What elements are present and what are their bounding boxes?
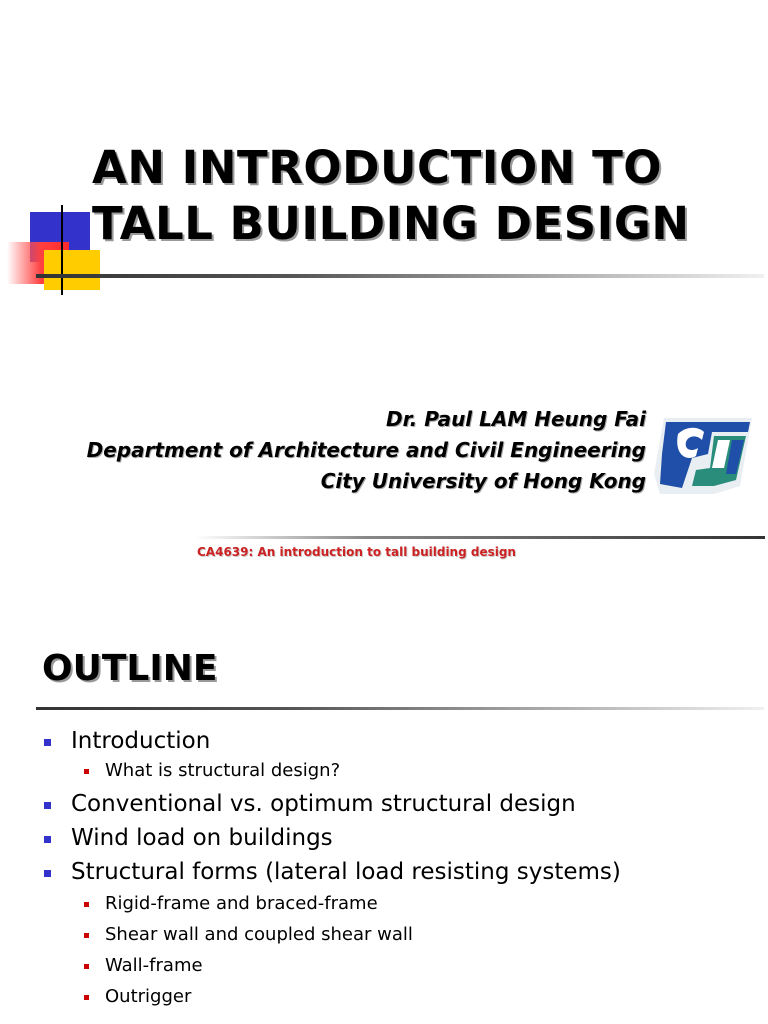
title-divider [36,274,764,278]
outline-slide [0,576,768,1024]
footer-divider [195,536,765,539]
outline-subitem: Wall-frame [0,953,621,979]
outline-subitem: What is structural design? [0,758,621,784]
outline-divider [36,707,764,710]
slide-title-line2: TALL BUILDING DESIGN [92,197,690,250]
department-name: Department of Architecture and Civil Engineering [86,438,646,462]
city-university-logo-icon [652,414,756,496]
outline-item: Conventional vs. optimum structural design [0,789,621,819]
outline-subitem: Rigid-frame and braced-frame [0,891,621,917]
university-name: City University of Hong Kong [320,469,646,493]
vertical-line-decoration [61,205,63,295]
course-footer: CA4639: An introduction to tall building design [197,545,516,559]
yellow-square-decoration [44,250,100,290]
outline-item: Introduction [0,726,621,756]
outline-title: OUTLINE [42,648,218,689]
outline-subitem: Shear wall and coupled shear wall [0,922,621,948]
slide-title-line1: AN INTRODUCTION TO [92,141,663,194]
author-block [87,404,646,497]
outline-subitem: Outrigger [0,984,621,1010]
slide-title [92,140,752,252]
author-name: Dr. Paul LAM Heung Fai [386,407,646,431]
outline-item: Structural forms (lateral load resisting systems) [0,857,621,887]
outline-list [0,726,621,1015]
outline-item: Wind load on buildings [0,823,621,853]
